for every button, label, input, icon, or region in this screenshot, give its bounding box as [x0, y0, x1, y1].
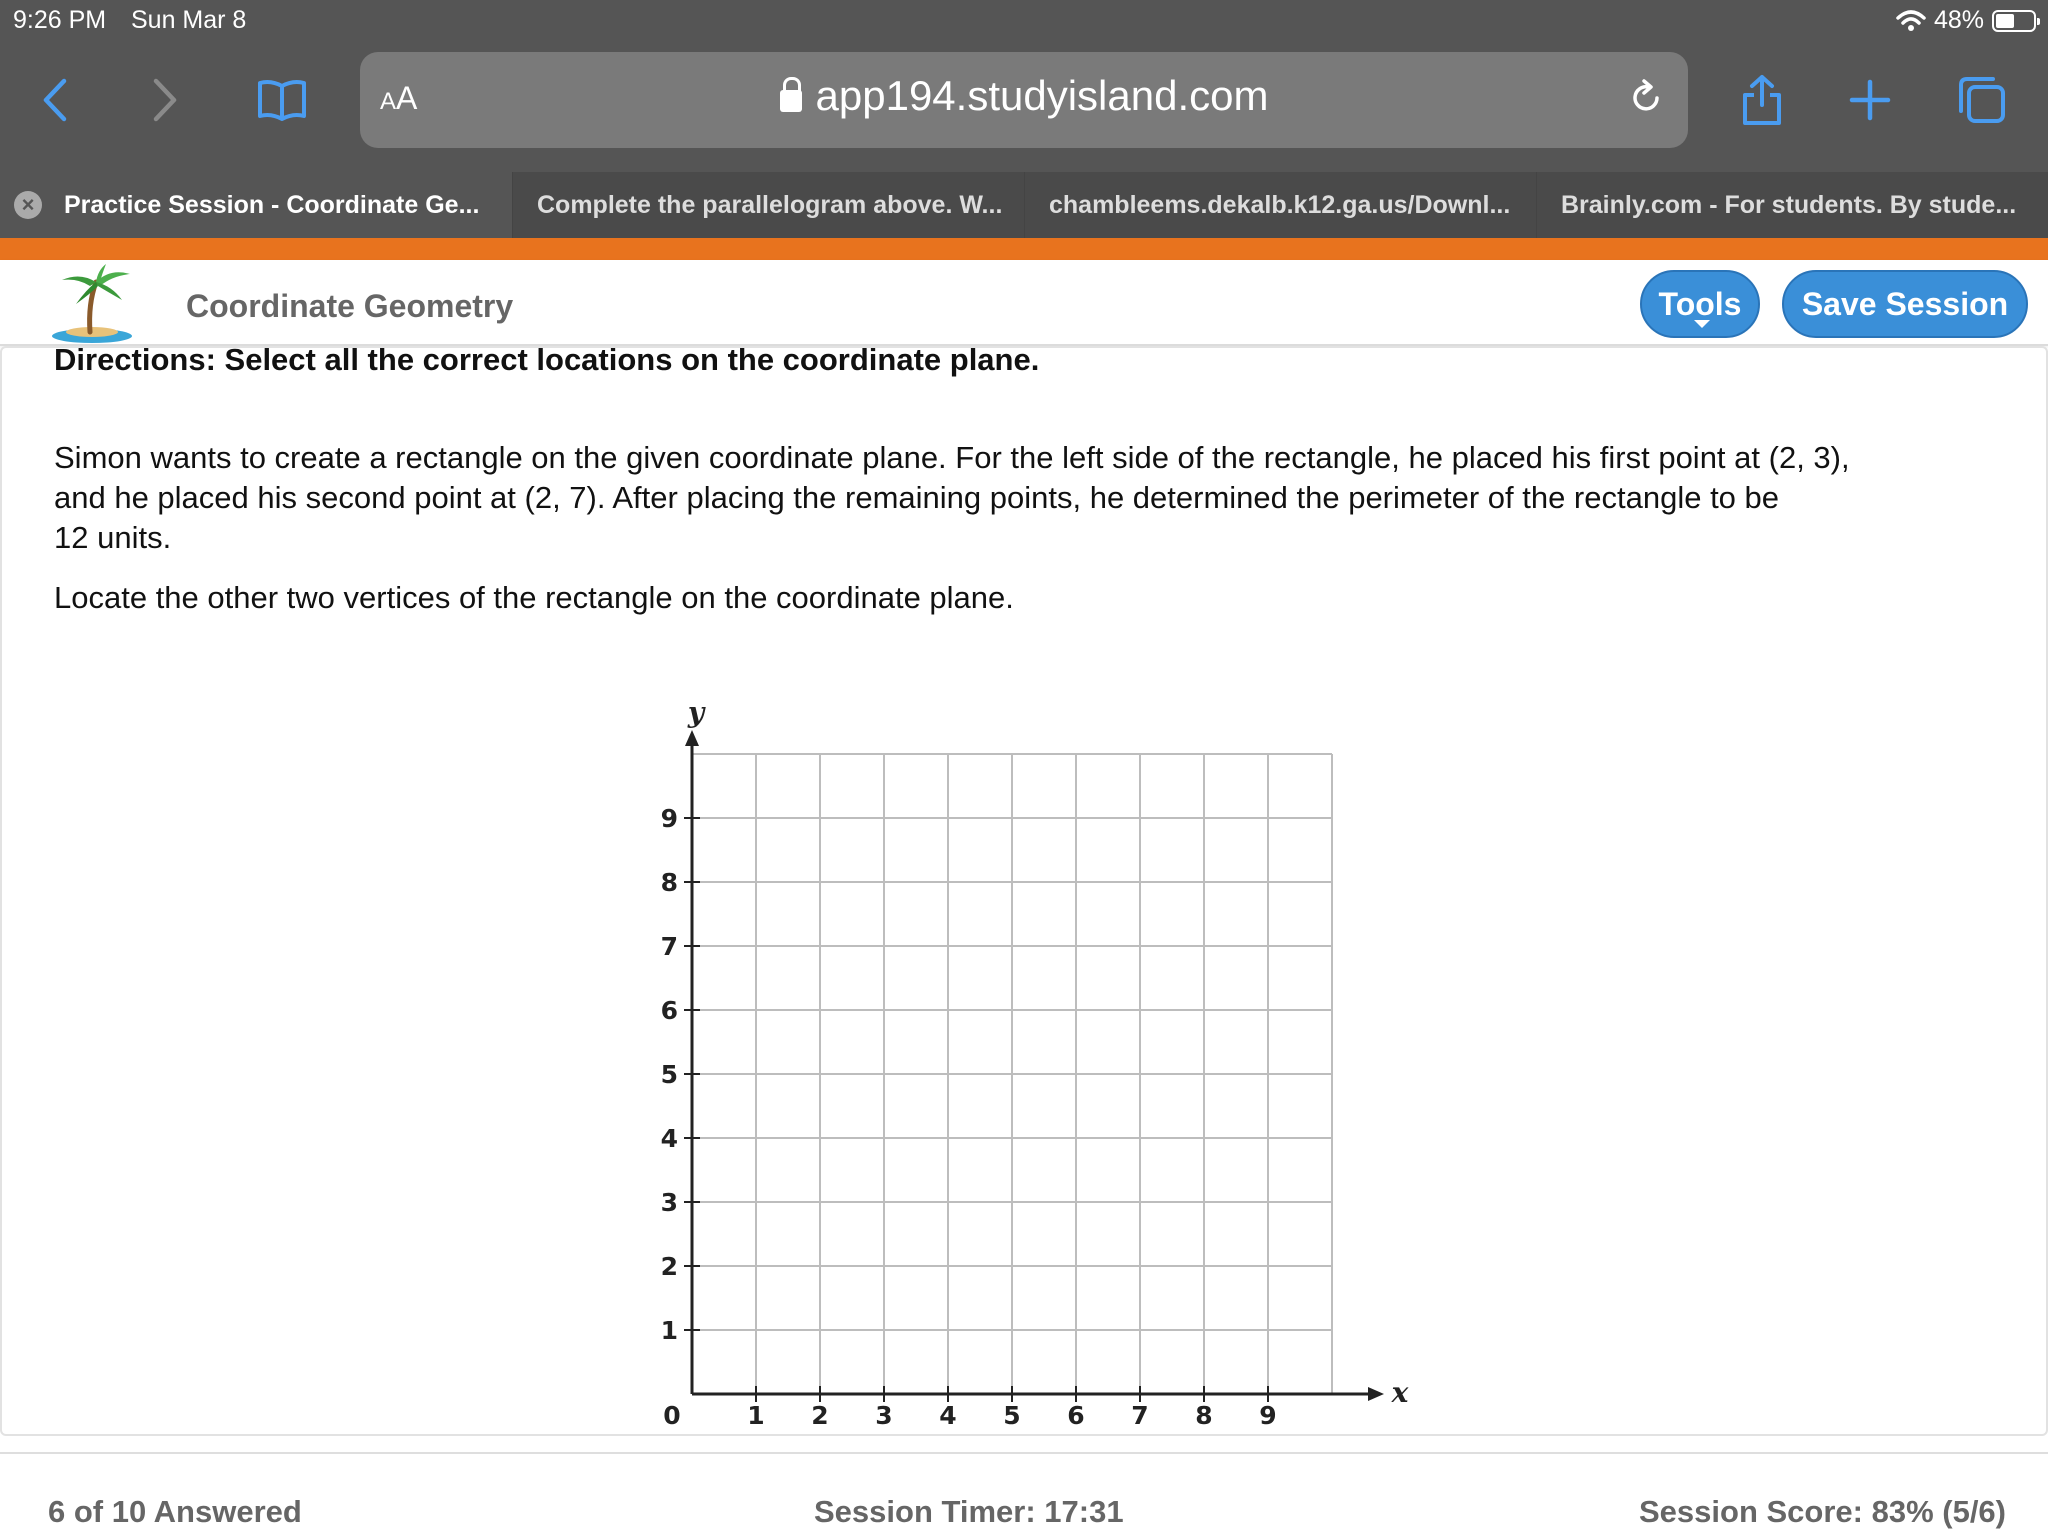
tab-bar [0, 172, 2048, 238]
y-tick-label: 8 [660, 868, 678, 897]
page-title: Coordinate Geometry [186, 288, 514, 324]
y-tick-label: 5 [660, 1060, 678, 1089]
session-timer: Session Timer: 17:31 [814, 1494, 1124, 1529]
x-tick-label: 2 [811, 1401, 829, 1430]
question-line: Simon wants to create a rectangle on the given coordinate plane. For the left side of the rectangle, he placed his first point at (2, 3), [54, 440, 1850, 475]
close-tab-icon[interactable]: × [14, 191, 42, 219]
wifi-icon [1896, 10, 1926, 32]
question-line: and he placed his second point at (2, 7). After placing the remaining points, he determined the perimeter of the rectangle to be [54, 480, 1780, 515]
directions-text: Directions: Select all the correct locations on the coordinate plane. [54, 342, 1040, 377]
tools-button[interactable] [1640, 270, 1760, 338]
y-axis-label: y [687, 696, 705, 729]
x-tick-label: 9 [1259, 1401, 1277, 1430]
caret-down-icon [1694, 320, 1710, 328]
reader-aa-button[interactable]: AA [380, 80, 418, 116]
tab-label: Practice Session - Coordinate Ge... [64, 190, 480, 219]
back-icon[interactable] [26, 70, 86, 130]
browser-toolbar [0, 40, 2048, 172]
url-text: app194.studyisland.com [360, 72, 1688, 120]
session-score: Session Score: 83% (5/6) [1639, 1494, 2006, 1529]
tools-label: Tools [1658, 285, 1742, 322]
y-tick-label: 4 [660, 1124, 678, 1153]
x-tick-label: 8 [1195, 1401, 1213, 1430]
address-bar[interactable] [360, 52, 1688, 148]
palm-island-logo-icon [46, 264, 142, 344]
status-date: Sun Mar 8 [131, 6, 247, 34]
x-tick-label: 7 [1131, 1401, 1149, 1430]
x-tick-label: 6 [1067, 1401, 1085, 1430]
question-line: 12 units. [54, 520, 172, 555]
question-paragraph [54, 438, 1974, 558]
x-axis-arrow-icon [1368, 1387, 1384, 1401]
question-panel [0, 342, 2048, 1436]
share-icon[interactable] [1732, 70, 1792, 130]
status-bar [0, 0, 2048, 40]
origin-label: 0 [663, 1401, 681, 1430]
tabs-overview-icon[interactable] [1952, 70, 2012, 130]
status-time: 9:26 PM [13, 6, 107, 34]
y-tick-label: 3 [660, 1188, 678, 1217]
reload-icon[interactable] [1626, 78, 1666, 123]
y-tick-label: 2 [660, 1252, 678, 1281]
tab-practice-session[interactable] [0, 172, 512, 238]
save-session-label: Save Session [1801, 285, 2009, 322]
answered-count: 6 of 10 Answered [48, 1494, 302, 1529]
y-tick-label: 7 [660, 932, 678, 961]
question-prompt: Locate the other two vertices of the rectangle on the coordinate plane. [54, 580, 1014, 615]
tab-label: Brainly.com - For students. By stude... [1561, 190, 2017, 219]
x-axis-label: x [1391, 1376, 1409, 1409]
tab-parallelogram[interactable] [512, 172, 1024, 238]
app-header [0, 260, 2048, 346]
tab-label: Complete the parallelogram above. W... [537, 190, 1003, 219]
battery-percent: 48% [1933, 6, 1984, 34]
tab-label: chambleems.dekalb.k12.ga.us/Downl... [1049, 190, 1511, 219]
lock-icon [780, 90, 802, 112]
y-tick-label: 6 [660, 996, 678, 1025]
y-tick-label: 9 [660, 804, 678, 833]
status-right [1896, 6, 2036, 35]
x-tick-label: 1 [747, 1401, 765, 1430]
save-session-button[interactable] [1782, 270, 2028, 338]
x-tick-label: 5 [1003, 1401, 1021, 1430]
tab-chambleems[interactable] [1024, 172, 1536, 238]
coordinate-plane[interactable] [642, 688, 1409, 1448]
x-tick-label: 4 [939, 1401, 957, 1430]
session-footer [0, 1452, 2048, 1536]
new-tab-icon[interactable] [1840, 70, 1900, 130]
battery-icon [1992, 10, 2036, 32]
forward-icon[interactable] [134, 70, 194, 130]
accent-stripe [0, 238, 2048, 260]
y-axis-arrow-icon [685, 730, 699, 746]
bookmarks-icon[interactable] [252, 70, 312, 130]
x-tick-label: 3 [875, 1401, 893, 1430]
y-tick-label: 1 [660, 1316, 678, 1345]
tab-brainly[interactable] [1536, 172, 2048, 238]
